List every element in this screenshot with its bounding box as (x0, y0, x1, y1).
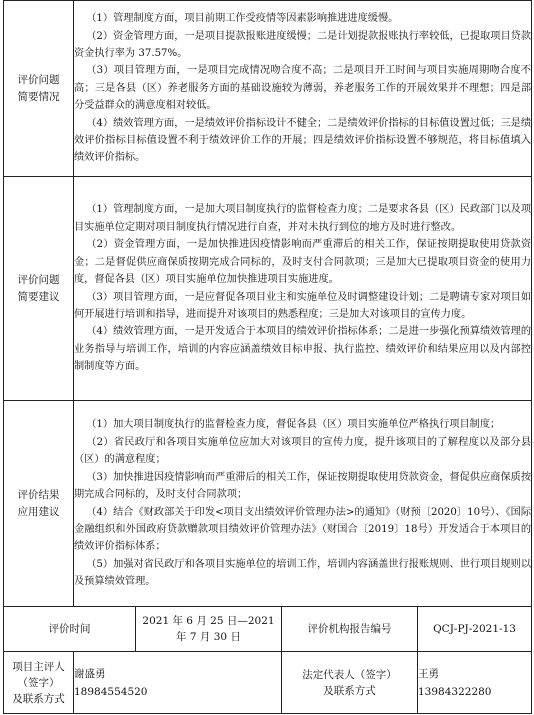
lead-label-line1: 项目主评人 (12, 660, 65, 673)
suggestions-content (74, 177, 532, 401)
suggestions-label-line1: 评价问题 (17, 273, 60, 286)
applications-item-5: （5）加强对省民政厅和各项目实施单位的培训工作，培训内容涵盖世行报账规则、世行项目规则以及预算绩效管理。 (74, 558, 532, 588)
problems-item-3: （3）项目管理方面，一是项目完成情况吻合度不高；二是项目开工时间与项目实施周期吻合度不高；三是各县（区）养老服务方面的基础设施较为薄弱，养老服务工作的开展效果并不理想；四是部分受益群众的满意度相对较低。 (74, 65, 532, 112)
report-no-label: 评价机构报告编号 (282, 607, 418, 652)
problems-label-line1: 评价问题 (17, 73, 60, 86)
suggestions-item-1: （1）管理制度方面，一是加大项目制度执行的监督检查力度；二是要求各县（区）民政部门以及项目实施单位定期对项目制度执行情况进行自查，并对未执行到位的地方及时进行整改。 (74, 204, 532, 233)
lead-phone: 18984554520 (74, 685, 148, 698)
eval-time-label: 评价时间 (4, 607, 136, 652)
lead-name: 谢盛勇 (74, 667, 106, 680)
lead-evaluator-value (74, 652, 282, 714)
suggestions-item-2: （2）资金管理方面，一是加快推进因疫情影响而严重滞后的相关工作，保证按期提取使用贷款资金；二是督促供应商保质按期完成合同标的，及时支付合同款项；三是加大已提取项目资金的使用力度，督促各县（区）项目实施单位加快推进项目实施进度。 (74, 239, 532, 286)
legal-label-line1: 法定代表人（签字） (302, 668, 397, 681)
applications-item-2: （2）省民政厅和各项目实施单位应加大对该项目的宣传力度，提升该项目的了解程度以及部分县（区）的满意程度； (74, 436, 532, 466)
suggestions-item-4: （4）绩效管理方面，一是开发适合于本项目的绩效评价指标体系；二是进一步强化预算绩效管理的业务指导与培训工作，培训的内容应涵盖绩效目标申报、执行监控、绩效评价和结果应用以及内部控制制度等方面。 (74, 326, 532, 373)
eval-time-line1: 2021 年 6 月 25 日—2021 (142, 615, 275, 627)
suggestions-item-3: （3）项目管理方面，一是应督促各项目业主和实施单位及时调整建设计划；二是聘请专家对项目如何开展进行培训和指导，进而提升对该项目的熟悉程度；三是加大对该项目的宣传力度。 (74, 291, 532, 320)
applications-content (74, 401, 532, 607)
applications-item-4: （4）结合《财政部关于印发<项目支出绩效评价管理办法>的通知》（财预〔2020〕10号）、《国际金融组织和外国政府贷款赠款项目绩效评价管理办法》（财国合〔2019〕18号）开发适合于本项目的绩效评价指标体系； (74, 506, 532, 553)
eval-time-line2: 年 7 月 30 日 (176, 631, 241, 643)
legal-label-line2: 及联系方式 (323, 684, 376, 697)
applications-item-1: （1）加大项目制度执行的监督检查力度，督促各县（区）项目实施单位严格执行项目制度； (86, 419, 501, 431)
suggestions-label-line2: 简要建议 (17, 290, 60, 303)
problems-content (74, 1, 532, 177)
applications-label-line2: 应用建议 (17, 505, 60, 518)
applications-item-3: （3）加快推进因疫情影响而严重滞后的相关工作，保证按期提取使用贷款资金，督促供应商保质按期完成合同标的，及时支付合同款项； (74, 471, 532, 501)
applications-row (4, 401, 532, 607)
lead-label-line3: 及联系方式 (12, 692, 65, 705)
eval-time-value (136, 607, 282, 652)
legal-rep-label (282, 652, 418, 714)
suggestions-row (4, 177, 532, 401)
applications-label (4, 401, 74, 607)
lead-label-line2: （签字） (17, 676, 60, 689)
suggestions-label (4, 177, 74, 401)
signature-row (4, 652, 532, 714)
legal-rep-value (418, 652, 532, 714)
problems-label (4, 1, 74, 177)
eval-time-row (4, 607, 532, 652)
lead-evaluator-label (4, 652, 74, 714)
report-no-value: QCJ-PJ-2021-13 (418, 607, 532, 652)
evaluation-report-table (3, 0, 532, 714)
problems-label-line2: 简要情况 (17, 90, 60, 103)
legal-phone: 13984322280 (418, 685, 492, 698)
problems-item-2: （2）资金管理方面，一是项目提款报账进度缓慢；二是计划提款报账执行率较低，已提取项目贷款资金执行率为 37.57%。 (74, 30, 532, 59)
legal-name: 王勇 (418, 667, 439, 680)
problems-item-1: （1）管理制度方面，项目前期工作受疫情等因素影响推进进度缓慢。 (86, 13, 399, 25)
applications-label-line1: 评价结果 (17, 488, 60, 501)
problems-row (4, 1, 532, 177)
problems-item-4: （4）绩效管理方面，一是绩效评价指标设计不健全；二是绩效评价指标的目标值设置过低；三是绩效评价指标目标值设置不利于绩效评价工作的开展；四是绩效评价指标设置不够规范，将目标值填入绩效评价指标。 (74, 117, 532, 164)
